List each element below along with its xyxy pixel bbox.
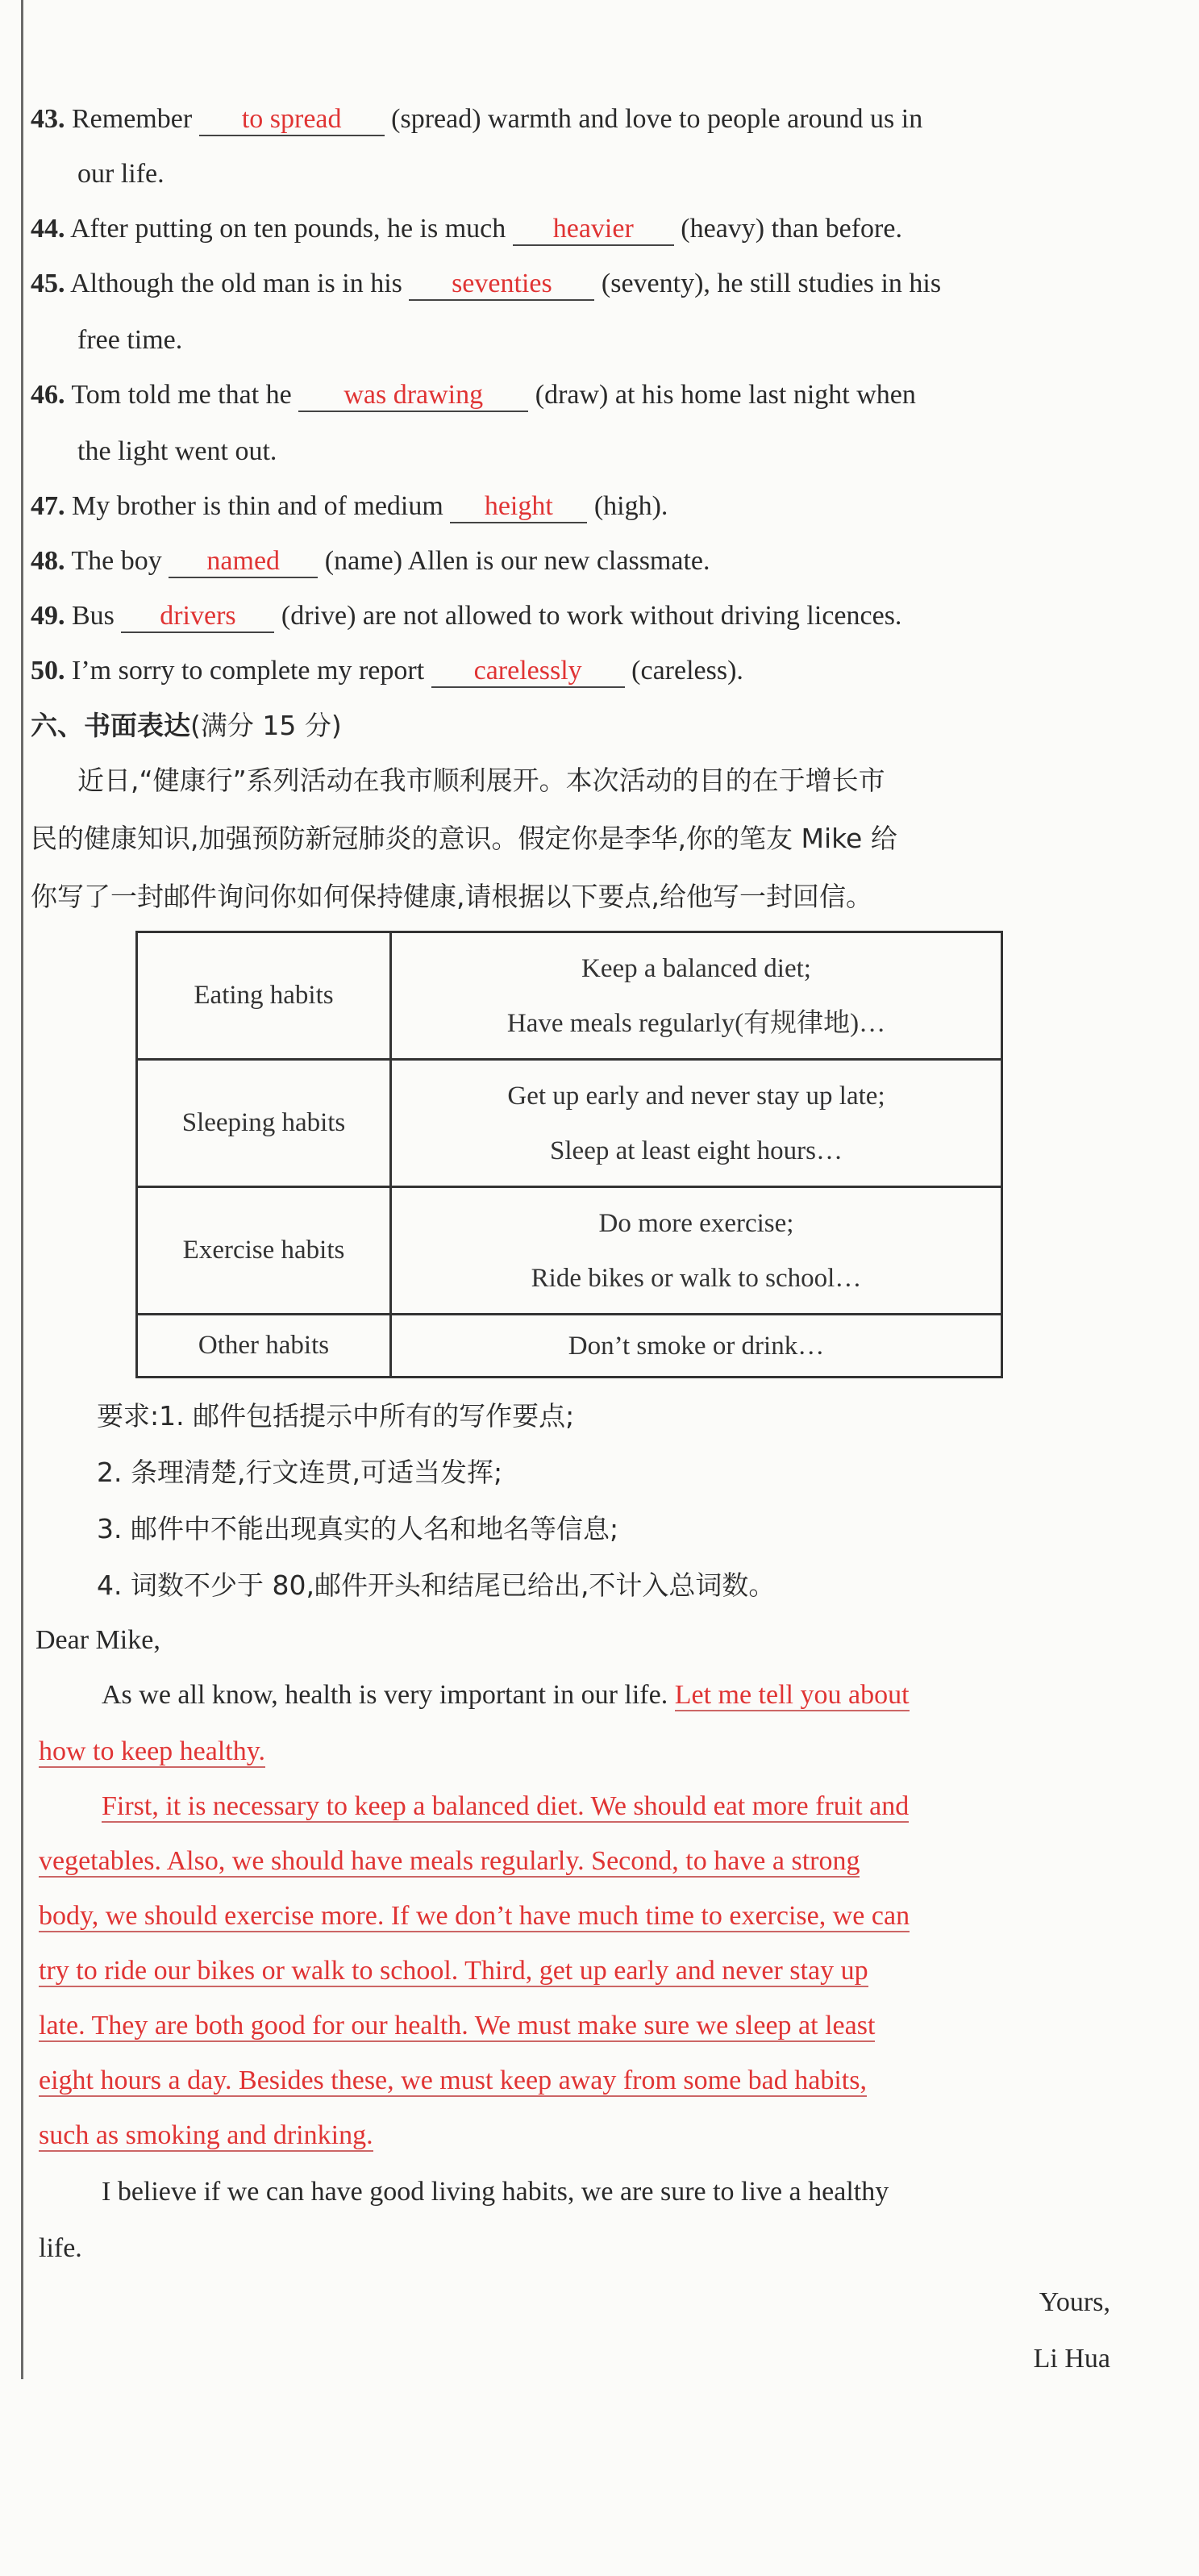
table-row: [137, 1315, 1002, 1378]
question-43-cont: our life.: [77, 159, 164, 189]
habit-label: Eating habits: [137, 932, 391, 1060]
question-49: 49. Bus drivers (drive) are not allowed to work without driving licences.: [31, 600, 901, 633]
habit-items: Get up early and never stay up late; Sleep at least eight hours…: [391, 1060, 1002, 1187]
table-row: [137, 1187, 1002, 1315]
habit-label: Other habits: [137, 1315, 391, 1378]
requirement-line: 3. 邮件中不能出现真实的人名和地名等信息;: [97, 1513, 619, 1544]
letter-signoff: Yours,: [1039, 2287, 1110, 2317]
letter-greeting: Dear Mike,: [35, 1625, 160, 1655]
question-45-cont: free time.: [77, 325, 183, 355]
habit-label: Exercise habits: [137, 1187, 391, 1315]
answer-blank[interactable]: seventies: [409, 269, 594, 301]
requirement-line: 要求:1. 邮件包括提示中所有的写作要点;: [97, 1400, 575, 1432]
question-43: 43. Remember to spread (spread) warmth and love to people around us in: [31, 103, 922, 136]
letter-body-line: such as smoking and drinking.: [39, 2120, 373, 2150]
question-45: 45. Although the old man is in his seventies (seventy), he still studies in his: [31, 268, 941, 301]
answer-blank[interactable]: was drawing: [298, 380, 528, 412]
section-heading: 六、书面表达(满分 15 分): [31, 710, 342, 741]
letter-body-line: eight hours a day. Besides these, we must keep away from some bad habits,: [39, 2065, 867, 2095]
answer-blank[interactable]: heavier: [513, 214, 674, 246]
answer-blank[interactable]: drivers: [121, 601, 274, 633]
prompt-line: 你写了一封邮件询问你如何保持健康,请根据以下要点,给他写一封回信。: [31, 881, 872, 912]
letter-intro: As we all know, health is very important in our life. Let me tell you about: [102, 1680, 910, 1710]
question-50: 50. I’m sorry to complete my report carelessly (careless).: [31, 655, 743, 688]
letter-answer-line: how to keep healthy.: [39, 1736, 266, 1766]
requirement-line: 2. 条理清楚,行文连贯,可适当发挥;: [97, 1457, 503, 1488]
habit-items: Do more exercise; Ride bikes or walk to school…: [391, 1187, 1002, 1315]
question-46-cont: the light went out.: [77, 436, 277, 466]
habit-label: Sleeping habits: [137, 1060, 391, 1187]
letter-closing: I believe if we can have good living habits, we are sure to live a healthy: [102, 2177, 889, 2207]
question-48: 48. The boy named (name) Allen is our new classmate.: [31, 545, 710, 578]
letter-signature: Li Hua: [1033, 2344, 1110, 2374]
letter-body-line: First, it is necessary to keep a balanced diet. We should eat more fruit and: [102, 1791, 910, 1821]
habit-items: Keep a balanced diet; Have meals regularly(有规律地)…: [391, 932, 1002, 1060]
habit-items: Don’t smoke or drink…: [391, 1315, 1002, 1378]
answer-blank[interactable]: carelessly: [431, 656, 625, 688]
answer-blank[interactable]: named: [169, 546, 318, 578]
letter-body-line: body, we should exercise more. If we don’t have much time to exercise, we can: [39, 1901, 910, 1931]
prompt-line: 民的健康知识,加强预防新冠肺炎的意识。假定你是李华,你的笔友 Mike 给: [31, 823, 897, 854]
letter-body-line: try to ride our bikes or walk to school. Third, get up early and never stay up: [39, 1956, 868, 1986]
answer-blank[interactable]: to spread: [199, 104, 385, 136]
left-margin-rule: [21, 0, 23, 2379]
question-46: 46. Tom told me that he was drawing (draw) at his home last night when: [31, 379, 916, 412]
letter-body-line: vegetables. Also, we should have meals regularly. Second, to have a strong: [39, 1846, 860, 1876]
table-row: [137, 932, 1002, 1060]
question-44: 44. After putting on ten pounds, he is much heavier (heavy) than before.: [31, 213, 902, 246]
requirement-line: 4. 词数不少于 80,邮件开头和结尾已给出,不计入总词数。: [97, 1569, 776, 1601]
prompt-line: 近日,“健康行”系列活动在我市顺利展开。本次活动的目的在于增长市: [77, 765, 885, 796]
habits-table: [135, 931, 1003, 1378]
question-47: 47. My brother is thin and of medium height (high).: [31, 490, 668, 523]
letter-closing-cont: life.: [39, 2233, 82, 2263]
answer-blank[interactable]: height: [450, 491, 587, 523]
letter-body-line: late. They are both good for our health. We must make sure we sleep at least: [39, 2011, 876, 2040]
table-row: [137, 1060, 1002, 1187]
